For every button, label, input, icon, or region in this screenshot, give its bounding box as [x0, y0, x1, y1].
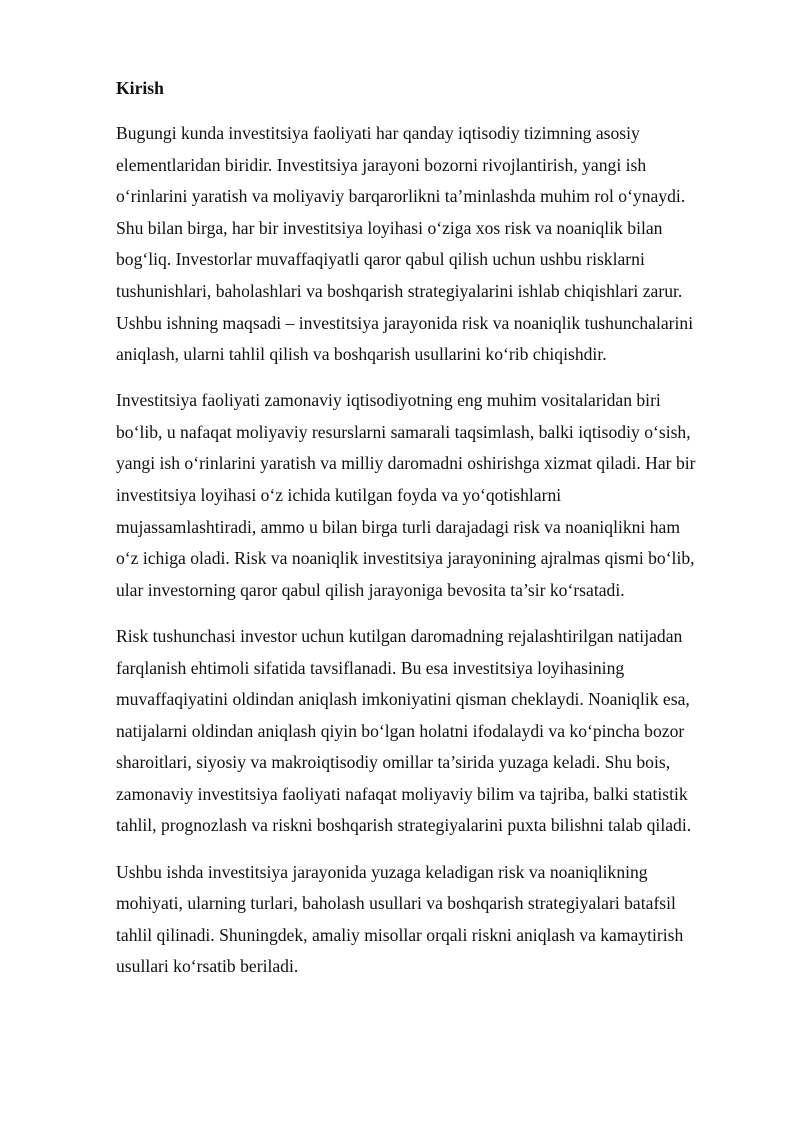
paragraph-line: tahlil, prognozlash va riskni boshqarish strategiyalarini puxta bilishni talab qiladi. — [116, 815, 692, 836]
paragraph-line: muvaffaqiyatini oldindan aniqlash imkoniyatini qisman cheklaydi. Noaniqlik esa, — [116, 689, 690, 710]
paragraph-line: Shu bilan birga, har bir investitsiya loyihasi o‘ziga xos risk va noaniqlik bilan — [116, 217, 663, 238]
paragraph-line: tushunishlari, baholashlari va boshqarish strategiyalarini ishlab chiqishlari zarur. — [116, 280, 683, 301]
paragraph-line: yangi ish o‘rinlarini yaratish va milliy daromadni oshirishga xizmat qiladi. Har bir — [116, 453, 696, 474]
paragraph-4 — [116, 857, 736, 983]
paragraph-line: bo‘lib, u nafaqat moliyaviy resurslarni samarali taqsimlash, balki iqtisodiy o‘sish, — [116, 421, 691, 442]
document-body — [116, 72, 736, 997]
paragraph-1 — [116, 118, 736, 371]
paragraph-line: mujassamlashtiradi, ammo u bilan birga turli darajadagi risk va noaniqlikni ham — [116, 516, 681, 537]
paragraph-line: farqlanish ehtimoli sifatida tavsiflanadi. Bu esa investitsiya loyihasining — [116, 657, 625, 678]
paragraph-line: o‘z ichiga oladi. Risk va noaniqlik investitsiya jarayonining ajralmas qismi bo‘lib, — [116, 548, 695, 569]
paragraph-line: mohiyati, ularning turlari, baholash usullari va boshqarish strategiyalari batafsil — [116, 893, 676, 914]
paragraph-2 — [116, 385, 736, 606]
paragraph-line: Investitsiya faoliyati zamonaviy iqtisodiyotning eng muhim vositalaridan biri — [116, 390, 661, 411]
paragraph-line: elementlaridan biridir. Investitsiya jarayoni bozorni rivojlantirish, yangi ish — [116, 154, 647, 175]
paragraph-line: Ushbu ishda investitsiya jarayonida yuzaga keladigan risk va noaniqlikning — [116, 861, 648, 882]
paragraph-line: tahlil qilinadi. Shuningdek, amaliy misollar orqali riskni aniqlash va kamaytirish — [116, 924, 684, 945]
paragraph-3 — [116, 621, 736, 842]
paragraph-line: ular investorning qaror qabul qilish jarayoniga bevosita ta’sir ko‘rsatadi. — [116, 579, 625, 600]
section-heading: Kirish — [116, 78, 164, 98]
paragraph-line: natijalarni oldindan aniqlash qiyin bo‘lgan holatni ifodalaydi va ko‘pincha bozor — [116, 720, 685, 741]
paragraph-line: zamonaviy investitsiya faoliyati nafaqat moliyaviy bilim va tajriba, balki statistik — [116, 783, 688, 804]
paragraph-line: Risk tushunchasi investor uchun kutilgan daromadning rejalashtirilgan natijadan — [116, 625, 683, 646]
paragraph-line: investitsiya loyihasi o‘z ichida kutilgan foyda va yo‘qotishlarni — [116, 485, 562, 506]
paragraph-line: usullari ko‘rsatib beriladi. — [116, 956, 299, 977]
paragraph-line: Bugungi kunda investitsiya faoliyati har qanday iqtisodiy tizimning asosiy — [116, 123, 640, 143]
paragraph-line: sharoitlari, siyosiy va makroiqtisodiy omillar ta’sirida yuzaga keladi. Shu bois, — [116, 752, 671, 773]
paragraph-line: Ushbu ishning maqsadi – investitsiya jarayonida risk va noaniqlik tushunchalarini — [116, 312, 694, 333]
paragraph-line: aniqlash, ularni tahlil qilish va boshqarish usullarini ko‘rib chiqishdir. — [116, 344, 607, 365]
paragraph-line: o‘rinlarini yaratish va moliyaviy barqarorlikni ta’minlashda muhim rol o‘ynaydi. — [116, 186, 686, 207]
paragraph-line: bog‘liq. Investorlar muvaffaqiyatli qaror qabul qilish uchun ushbu risklarni — [116, 249, 645, 270]
